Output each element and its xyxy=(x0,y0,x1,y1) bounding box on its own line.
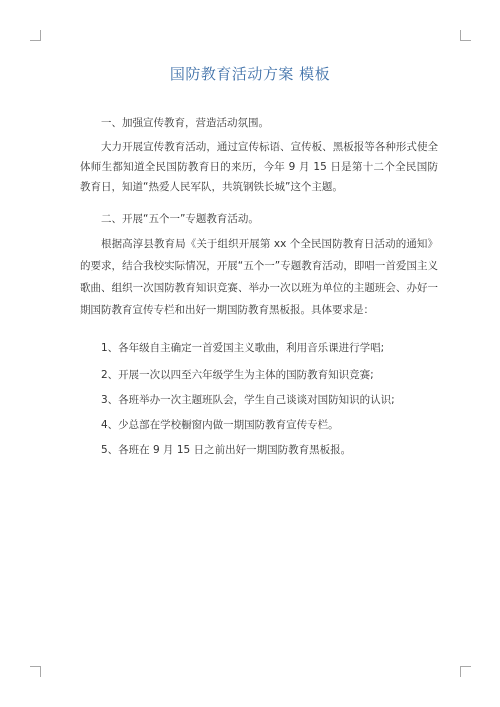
corner-mark-bottom-left xyxy=(30,666,41,677)
requirement-item-3: 3、各班举办一次主题班队会，学生自己谈谈对国防知识的认识; xyxy=(101,394,395,406)
document-title: 国防教育活动方案 模板 xyxy=(169,65,331,83)
corner-mark-top-right xyxy=(460,30,471,41)
corner-mark-bottom-right xyxy=(460,666,471,677)
requirement-item-1: 1、各年级自主确定一首爱国主义歌曲，利用音乐课进行学唱; xyxy=(101,342,385,354)
corner-mark-top-left xyxy=(30,30,41,41)
section-1-heading: 一、加强宣传教育，营造活动氛围。 xyxy=(101,117,269,129)
section-1-body: 大力开展宣传教育活动，通过宣传标语、宣传板、黑板报等各种形式使全体师生都知道全民国防教育日的来历，今年 9 月 15 日是第十二个全民国防教育日，知道“热爱人民军队，共筑钢铁长城”这个主题。 xyxy=(80,141,438,193)
section-2-body: 根据高淳县教育局《关于组织开展第 xx 个全民国防教育日活动的通知》的要求，结合我校实际情况，开展“五个一”专题教育活动，即唱一首爱国主义歌曲、组织一次国防教育知识竞赛、举办一次以班为单位的主题班会、办好一期国防教育宣传专栏和出好一期国防教育黑板报。具体要求是： xyxy=(80,238,438,316)
requirement-item-5: 5、各班在 9 月 15 日之前出好一期国防教育黑板报。 xyxy=(101,444,352,456)
requirement-item-2: 2、开展一次以四至六年级学生为主体的国防教育知识竞赛; xyxy=(101,369,374,381)
section-2-heading: 二、开展“五个一”专题教育活动。 xyxy=(101,213,259,225)
requirement-item-4: 4、少总部在学校橱窗内做一期国防教育宣传专栏。 xyxy=(101,419,339,431)
